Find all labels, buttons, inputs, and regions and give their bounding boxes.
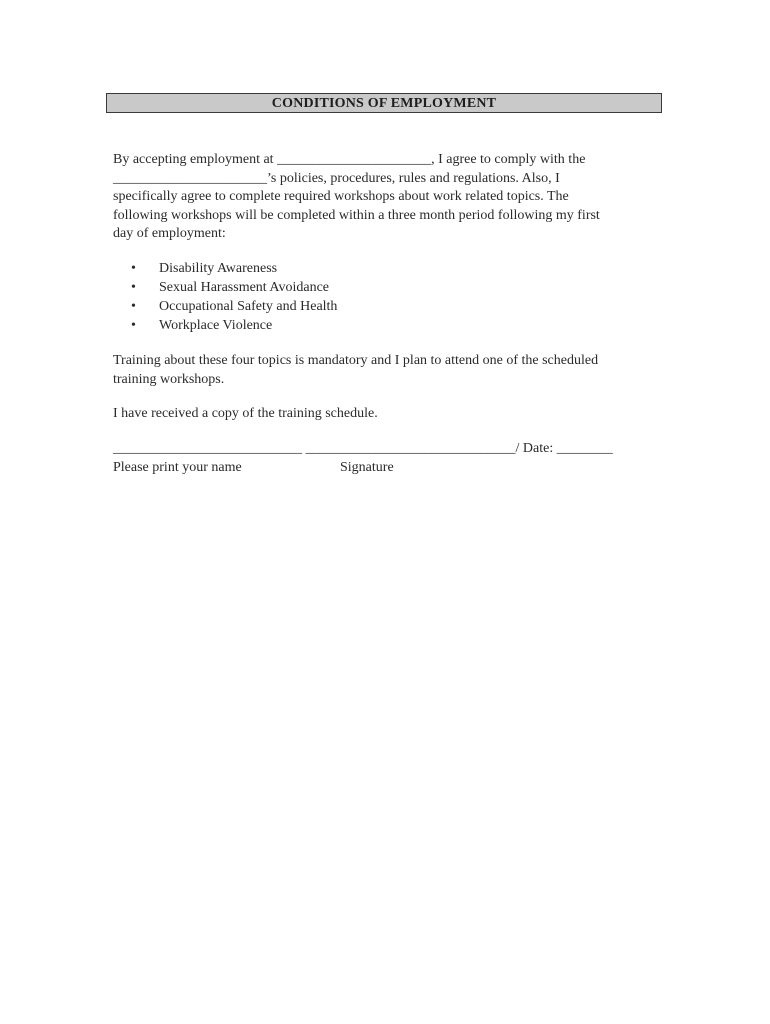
document-title: CONDITIONS OF EMPLOYMENT [106,93,662,113]
bullet-icon: • [131,280,136,295]
workshop-occupational-safety: Occupational Safety and Health [159,299,338,314]
print-name-label: Please print your name [113,460,242,475]
signature-label: Signature [340,460,394,475]
training-line: Training about these four topics is mandatory and I plan to attend one of the scheduled [113,353,599,368]
intro-line: By accepting employment at ______________________, I agree to comply with the [113,152,586,167]
training-paragraph [113,352,598,389]
signature-blank-line[interactable]: ___________________________ ______________________________/ Date: ________ [113,441,613,456]
workshop-workplace-violence: Workplace Violence [159,318,273,333]
intro-line: following workshops will be completed within a three month period following my first [113,207,600,223]
bullet-icon: • [131,261,136,276]
intro-line: ______________________’s policies, procedures, rules and regulations. Also, I [113,170,560,186]
workshop-disability-awareness: Disability Awareness [159,261,278,276]
list-item [131,297,337,316]
list-item [131,316,337,335]
intro-paragraph [113,151,600,244]
workshop-sexual-harassment-avoidance: Sexual Harassment Avoidance [159,280,330,295]
list-item [131,259,337,278]
bullet-icon: • [131,318,136,333]
received-statement: I have received a copy of the training schedule. [113,406,378,421]
intro-line: specifically agree to complete required workshops about work related topics. The [113,189,569,204]
bullet-icon: • [131,299,136,314]
list-item [131,278,337,297]
workshop-list [131,259,337,335]
intro-line: day of employment: [113,226,226,241]
training-line: training workshops. [113,371,225,387]
